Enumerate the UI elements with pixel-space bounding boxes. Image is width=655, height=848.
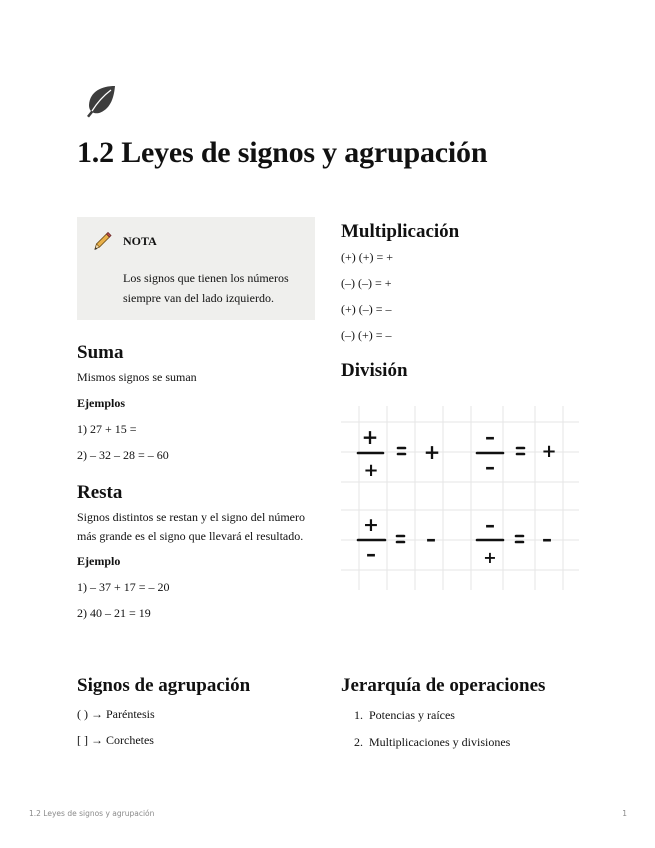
suma-examples-label: Ejemplos [77,396,125,410]
division-3-numerator: + [363,514,379,536]
division-3-denominator: – [366,542,376,566]
division-4-denominator: + [483,548,497,567]
division-2-result: + [541,441,557,462]
suma-text: Mismos signos se suman [77,370,197,384]
resta-section [77,481,315,620]
resta-example-1: 1) – 37 + 17 = – 20 [77,580,170,594]
jerarquia-section [341,674,601,749]
pencil-icon [91,230,113,252]
suma-section [77,341,315,462]
jerarquia-list [341,708,601,749]
note-header [91,230,303,252]
resta-text: Signos distintos se restan y el signo del número más grande es el signo que llevará el resultado. [77,510,305,543]
mult-rule-2: (–) (–) = + [341,276,392,290]
list-item [341,708,601,722]
division-3-result: – [426,527,436,551]
jerarquia-title: Jerarquía de operaciones [341,675,546,696]
mult-rule-1: (+) (+) = + [341,250,394,264]
resta-title: Resta [77,482,123,503]
agrupacion-section [77,674,317,747]
note-label: NOTA [123,233,157,248]
agrupacion-item-corchetes: [ ] → Corchetes [77,733,154,747]
right-column [341,217,591,383]
list-item-number: 1. [354,708,363,722]
agrupacion-title: Signos de agrupación [77,675,251,696]
resta-examples-label: Ejemplo [77,554,121,568]
division-1-numerator: + [361,425,379,449]
agrupacion-item-parentesis: ( ) → Paréntesis [77,707,155,721]
division-title: División [341,360,408,381]
division-section [341,359,591,383]
leaf-icon [82,83,118,119]
page-number: 1 [622,809,627,818]
list-item [341,735,601,749]
page-title: 1.2 Leyes de signos y agrupación [77,136,488,169]
suma-example-2: 2) – 32 – 28 = – 60 [77,448,169,462]
mult-rule-4: (–) (+) = – [341,328,392,342]
division-2-denominator: – [485,455,495,479]
note-box [77,217,315,320]
division-4-result: – [542,527,552,551]
multiplicacion-title: Multiplicación [341,221,460,242]
left-column [77,217,315,620]
suma-example-1: 1) 27 + 15 = [77,422,137,436]
division-1-result: + [423,440,441,464]
division-sign-grid [341,406,579,590]
resta-example-2: 2) 40 – 21 = 19 [77,606,151,620]
division-4-numerator: – [485,513,495,537]
mult-rule-3: (+) (–) = – [341,302,392,316]
list-item-text: Multiplicaciones y divisiones [369,735,511,749]
list-item-text: Potencias y raíces [369,708,455,722]
division-2-numerator: – [485,425,495,449]
footer-title: 1.2 Leyes de signos y agrupación [29,809,155,818]
note-text: Los signos que tienen los números siempre van del lado izquierdo. [123,271,289,305]
list-item-number: 2. [354,735,363,749]
multiplicacion-section [341,220,591,342]
division-1-denominator: + [363,460,379,481]
suma-title: Suma [77,342,124,363]
